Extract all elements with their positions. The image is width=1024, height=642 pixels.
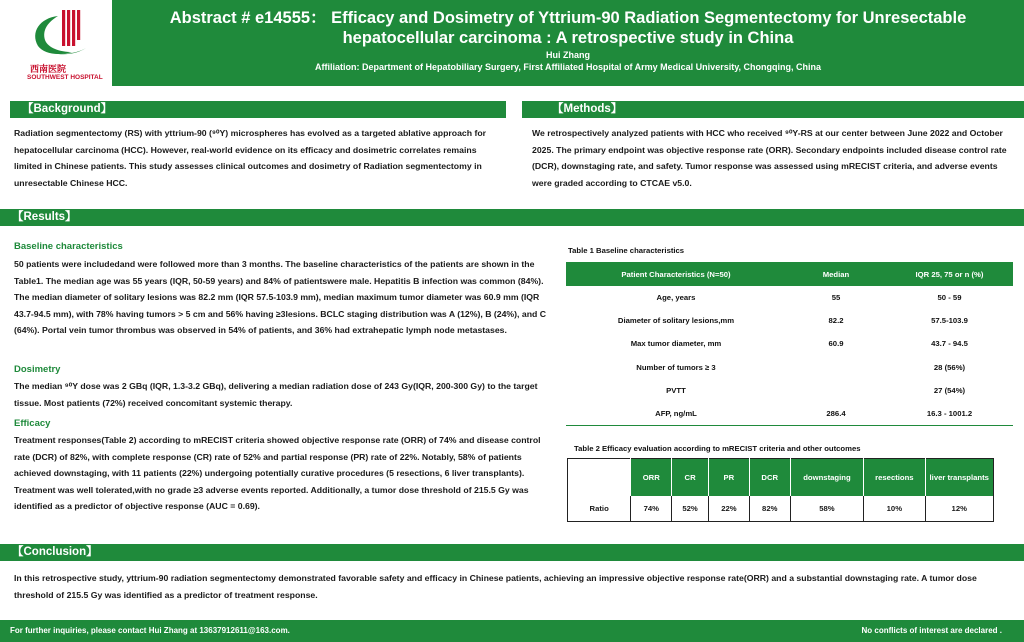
baseline-text: 50 patients were includedand were followed more than 3 months. The baseline characteristics of the patients are shown in the Table1. The median age was 55 years (IQR, 50-59 years) and 84% of patientswere male. Hepatitis B infection was common (84%). The median diameter of solitary lesions was 82.2 mm (IQR 57.5-103.9 mm), median maximum tumor diameter was 60.9 mm (IQR 43.7-94.5 mm), with 78% having tumors > 5 cm and 56% having ≥3lesions. BCLC staging distribution was A (12%), B (24%), and C (64%). Portal vein tumor thrombus was observed in 54% of patients, and 36% had extrahepatic lymph node metastases. xyxy=(14,259,547,335)
table-cell xyxy=(786,356,886,379)
efficacy-heading: Efficacy xyxy=(14,418,51,429)
conclusion-text: In this retrospective study, yttrium-90 radiation segmentectomy demonstrated favorable safety and efficacy in Chinese patients, achieving an impressive objective response rate(ORR) and a substantial downstaging rate. A tumor dose threshold of 215.5 Gy was identified as a predictor of treatment response. xyxy=(14,573,977,600)
table-header-cell xyxy=(568,459,631,496)
table-cell: Ratio xyxy=(589,503,609,513)
table-header-cell: Patient Characteristics (N=50) xyxy=(566,262,786,286)
table-row xyxy=(566,356,1013,379)
table-cell: 50 - 59 xyxy=(937,293,962,303)
table-cell: Max tumor diameter, mm xyxy=(630,339,722,349)
hospital-logo xyxy=(0,0,112,86)
table-cell: Age, years xyxy=(656,293,696,303)
table-row xyxy=(568,496,994,522)
background-heading: 【Background】 xyxy=(22,103,113,115)
results-heading: 【Results】 xyxy=(12,211,77,223)
table-cell: 58% xyxy=(790,496,864,522)
methods-heading-bar xyxy=(522,101,1024,118)
title-line-1: Abstract # e14555： Efficacy and Dosimetry of Yttrium-90 Radiation Segmentectomy for Unresectable xyxy=(169,9,967,27)
table-cell: 10% xyxy=(864,496,925,522)
table-header-cell: PR xyxy=(708,459,749,496)
author-name: Hui Zhang xyxy=(546,50,590,60)
table-cell: 16.3 - 1001.2 xyxy=(886,402,1013,425)
table-header-cell: ORR xyxy=(631,459,672,496)
conflict-statement: No conflicts of interest are declared . xyxy=(861,626,1002,635)
table-row xyxy=(566,332,1013,355)
logo-english-name: SOUTHWEST HOSPITAL xyxy=(27,74,103,81)
table-header-cell: CR xyxy=(672,459,709,496)
methods-text: We retrospectively analyzed patients with HCC who received ⁹⁰Y-RS at our center between June 2022 and October 2025. The primary endpoint was objective response rate (ORR). Secondary endpoints included disease control rate (DCR), downstaging rate, and safety. Tumor response was assessed using mRECIST criteria, and adverse events were graded according to CTCAE v5.0. xyxy=(532,128,1007,188)
table-header-row xyxy=(566,262,1013,286)
title-line-2: hepatocellular carcinoma : A retrospective study in China xyxy=(342,29,794,47)
table-header-row xyxy=(568,459,994,496)
table-cell: Diameter of solitary lesions,mm xyxy=(617,316,735,326)
baseline-table xyxy=(566,262,1013,426)
table-header-cell: liver transplants xyxy=(925,459,994,496)
conclusion-heading-bar xyxy=(0,544,1024,561)
table-cell: 27 (54%) xyxy=(933,385,966,395)
table-cell: 52% xyxy=(672,496,709,522)
table-cell: 55 xyxy=(831,293,841,303)
results-heading-bar xyxy=(0,209,1024,226)
table-cell: 12% xyxy=(925,496,994,522)
table-row xyxy=(566,309,1013,332)
table-cell: 82% xyxy=(749,496,790,522)
table-header-cell: Median xyxy=(786,262,886,286)
hospital-emblem-icon xyxy=(0,0,112,62)
background-heading-bar xyxy=(10,101,506,118)
table-cell: 57.5-103.9 xyxy=(931,316,968,326)
table-header-cell: resections xyxy=(864,459,925,496)
table-cell: AFP, ng/mL xyxy=(566,402,786,425)
efficacy-table xyxy=(567,458,994,522)
table-cell: Number of tumors ≥ 3 xyxy=(636,362,716,372)
table-cell: 82.2 xyxy=(828,316,844,326)
efficacy-text: Treatment responses(Table 2) according to mRECIST criteria showed objective response rate (ORR) of 74% and disease control rate (DCR) of 82%, with complete response (CR) rate of 52% and partial response (PR) rate of 22%. Notably, 58% of patients achieved downstaging, with 11 patients (22%) undergoing potentially curative procedures (5 resections, 6 liver transplants). Treatment was well tolerated,with no grade ≥3 adverse events reported. Additionally, a tumor dose threshold of 215.5 Gy was identified as a predictor of objective response (AUC = 0.69). xyxy=(14,435,541,511)
baseline-heading: Baseline characteristics xyxy=(14,241,123,252)
poster-header xyxy=(0,0,1024,86)
contact-info: For further inquiries, please contact Hui Zhang at 13637912611@163.com. xyxy=(10,626,290,635)
table-cell: 22% xyxy=(708,496,749,522)
table-cell: 60.9 xyxy=(828,339,844,349)
table-row xyxy=(566,286,1013,309)
table-header-cell: downstaging xyxy=(790,459,864,496)
author-affiliation: Affiliation: Department of Hepatobiliary Surgery, First Affiliated Hospital of Army Medical University, Chongqing, China xyxy=(314,62,822,72)
table2-caption: Table 2 Efficacy evaluation according to mRECIST criteria and other outcomes xyxy=(574,444,861,453)
poster-footer xyxy=(0,620,1024,642)
methods-heading: 【Methods】 xyxy=(552,103,623,115)
table-header-cell: DCR xyxy=(749,459,790,496)
table-cell: 28 (56%) xyxy=(933,362,966,372)
dosimetry-heading: Dosimetry xyxy=(14,364,61,375)
table1-caption: Table 1 Baseline characteristics xyxy=(568,246,685,255)
dosimetry-text: The median ⁹⁰Y dose was 2 GBq (IQR, 1.3-3.2 GBq), delivering a median radiation dose of 243 Gy(IQR, 200-300 Gy) to the target tissue. Most patients (72%) received concomitant systemic therapy. xyxy=(14,381,538,408)
table-cell xyxy=(786,379,886,402)
background-text: Radiation segmentectomy (RS) with yttrium-90 (⁹⁰Y) microspheres has evolved as a targeted ablative approach for hepatocellular carcinoma (HCC). However, real-world evidence on its efficacy and dosimetric correlates remains limited in Chinese patients. This study assesses clinical outcomes and dosimetry of Radiation segmentectomy in unresectable Chinese HCC. xyxy=(14,128,487,188)
logo-chinese-name: 西南医院 xyxy=(30,65,67,75)
table-cell: PVTT xyxy=(666,385,686,395)
table-row xyxy=(566,379,1013,402)
poster-title xyxy=(112,8,1024,48)
table-row xyxy=(566,402,1013,425)
table-cell: 43.7 - 94.5 xyxy=(931,339,968,349)
table-header-cell: IQR 25, 75 or n (%) xyxy=(886,262,1013,286)
table-cell: 286.4 xyxy=(786,402,886,425)
table-cell: 74% xyxy=(631,496,672,522)
conclusion-heading: 【Conclusion】 xyxy=(12,546,98,558)
